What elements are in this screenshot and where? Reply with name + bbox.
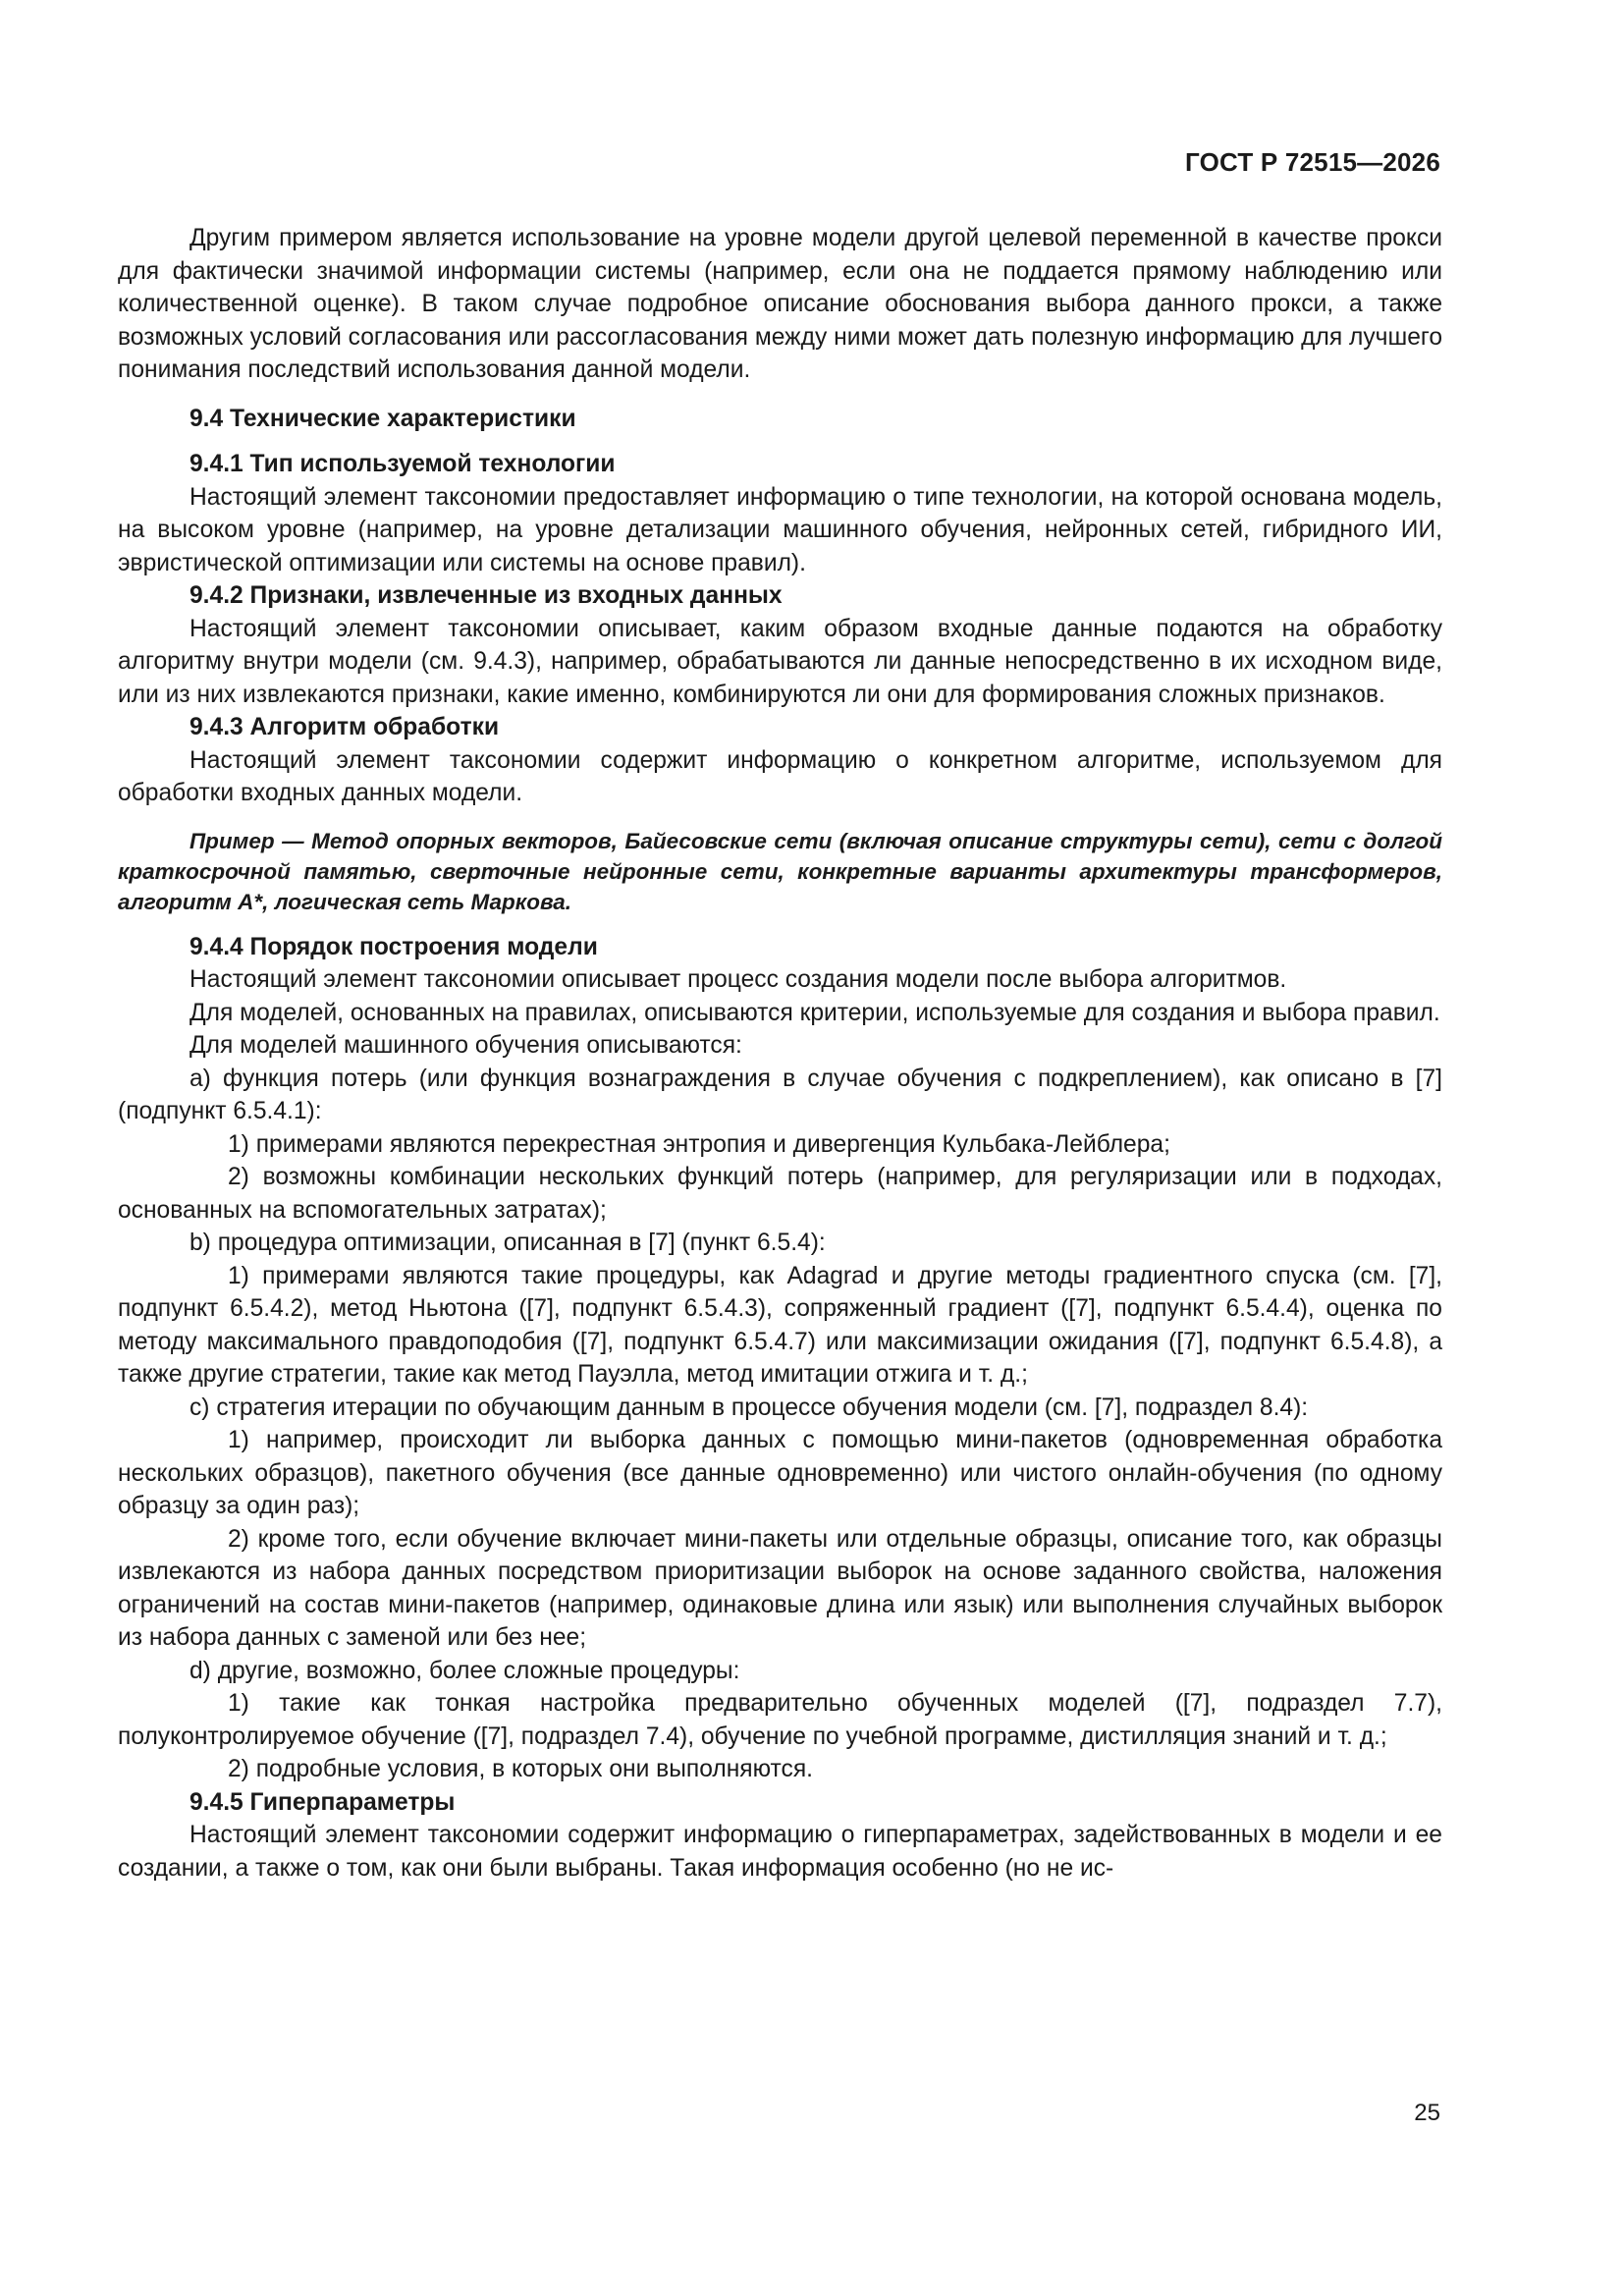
paragraph: Настоящий элемент таксономии содержит информацию о конкретном алгоритме, используемом для обработки входных данных модели.	[118, 746, 1442, 806]
subsection-heading: 9.4.2 Признаки, извлеченные из входных данных	[189, 582, 783, 609]
subsection-heading: 9.4.4 Порядок построения модели	[189, 933, 598, 960]
list-subitem: 1) примерами являются такие процедуры, как Adagrad и другие методы градиентного спуска (см. [7], подпункт 6.5.4.2), метод Ньютона ([7], подпункт 6.5.4.3), сопряженный градиент ([7], подпункт 6.5.4.4), оценка по методу максимального правдоподобия ([7], подпункт 6.5.4.7) или максимизации ожидания ([7], подпункт 6.5.4.8), а также другие стратегии, такие как метод Пауэлла, метод имитации отжига и т. д.;	[118, 1262, 1442, 1388]
list-subitem: 2) кроме того, если обучение включает мини-пакеты или отдельные образцы, описание того, как образцы извлекаются из набора данных посредством приоритизации выборок на основе заданного свойства, наложения ограничений на состав мини-пакетов (например, одинаковые длина или язык) или выполнения случайных выборок из набора данных с заменой или без нее;	[118, 1525, 1442, 1651]
paragraph: Настоящий элемент таксономии описывает, каким образом входные данные подаются на обработку алгоритму внутри модели (см. 9.4.3), например, обрабатываются ли данные непосредственно в их исходном виде, или из них извлекаются признаки, какие именно, комбинируются ли они для формирования сложных признаков.	[118, 615, 1442, 708]
list-item: c) стратегия итерации по обучающим данным в процессе обучения модели (см. [7], подраздел 8.4):	[189, 1394, 1309, 1421]
paragraph: Настоящий элемент таксономии предоставляет информацию о типе технологии, на которой основана модель, на высоком уровне (например, на уровне детализации машинного обучения, нейронных сетей, гибридного ИИ, эвристической оптимизации или системы на основе правил).	[118, 483, 1442, 576]
document-header: ГОСТ Р 72515—2026	[1185, 147, 1440, 177]
list-subitem: 1) примерами являются перекрестная энтропия и дивергенция Кульбака-Лейблера;	[228, 1130, 1170, 1158]
list-item: d) другие, возможно, более сложные процедуры:	[189, 1657, 740, 1684]
list-item: a) функция потерь (или функция вознаграждения в случае обучения с подкреплением), как описано в [7] (подпункт 6.5.4.1):	[118, 1065, 1442, 1124]
page-body	[118, 222, 1442, 1885]
subsection-heading: 9.4.5 Гиперпараметры	[189, 1788, 456, 1816]
section-heading: 9.4 Технические характеристики	[189, 405, 576, 432]
paragraph: Другим примером является использование на уровне модели другой целевой переменной в качестве прокси для фактически значимой информации системы (например, если она не поддается прямому наблюдению или количественной оценке). В таком случае подробное описание обоснования выбора данного прокси, а также возможных условий согласования или рассогласования между ними может дать полезную информацию для лучшего понимания последствий использования данной модели.	[118, 225, 1442, 383]
list-subitem: 1) такие как тонкая настройка предварительно обученных моделей ([7], подраздел 7.7), полуконтролируемое обучение ([7], подраздел 7.4), обучение по учебной программе, дистилляция знаний и т. д.;	[118, 1690, 1442, 1750]
list-subitem: 2) подробные условия, в которых они выполняются.	[228, 1756, 813, 1782]
example-note: Пример — Метод опорных векторов, Байесовские сети (включая описание структуры сети), сети с долгой краткосрочной памятью, сверточные нейронные сети, конкретные варианты архитектуры трансформеров, алгоритм A*, логическая сеть Маркова.	[118, 828, 1442, 914]
paragraph: Настоящий элемент таксономии содержит информацию о гиперпараметрах, задействованных в модели и ее создании, а также о том, как они были выбраны. Такая информация особенно (но не ис-	[118, 1822, 1442, 1882]
list-subitem: 1) например, происходит ли выборка данных с помощью мини-пакетов (одновременная обработка нескольких образцов), пакетного обучения (все данные одновременно) или чистого онлайн-обучения (по одному образцу за один раз);	[118, 1427, 1442, 1519]
subsection-heading: 9.4.1 Тип используемой технологии	[189, 451, 616, 477]
paragraph: Для моделей машинного обучения описываются:	[189, 1032, 742, 1059]
paragraph: Настоящий элемент таксономии описывает процесс создания модели после выбора алгоритмов.	[189, 966, 1287, 993]
paragraph: Для моделей, основанных на правилах, описываются критерии, используемые для создания и выбора правил.	[189, 999, 1440, 1026]
subsection-heading: 9.4.3 Алгоритм обработки	[189, 714, 500, 740]
list-subitem: 2) возможны комбинации нескольких функций потерь (например, для регуляризации или в подходах, основанных на вспомогательных затратах);	[118, 1164, 1442, 1224]
list-item: b) процедура оптимизации, описанная в [7] (пункт 6.5.4):	[189, 1230, 826, 1256]
page-number: 25	[1414, 2100, 1440, 2126]
